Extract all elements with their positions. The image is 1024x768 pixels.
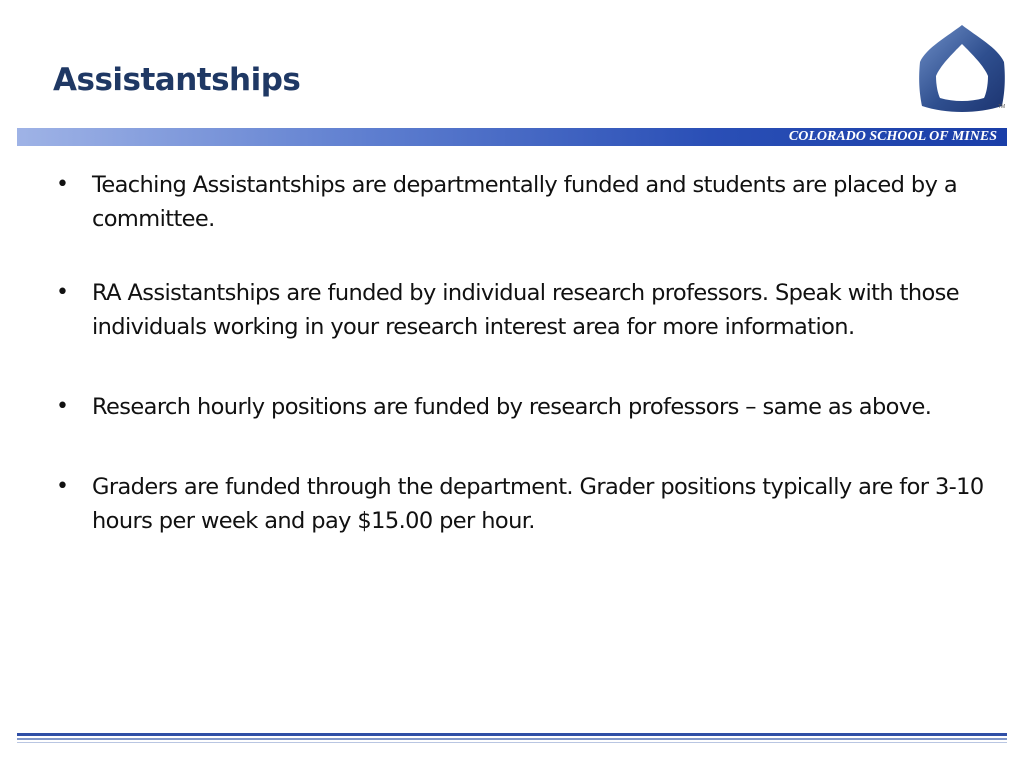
footer-rule	[17, 738, 1007, 740]
bullet-text: Graders are funded through the department. Grader positions typically are for 3-10 hours per week and pay $15.00 per hour.	[92, 474, 984, 534]
bullet-dot: •	[56, 474, 69, 499]
slide-title: Assistantships	[53, 62, 301, 98]
bullet-item	[54, 168, 984, 236]
footer-rule	[17, 742, 1007, 743]
bullet-dot: •	[56, 172, 69, 197]
bullet-text: RA Assistantships are funded by individual research professors. Speak with those individuals working in your research interest area for more information.	[92, 280, 960, 340]
footer-rule	[17, 733, 1007, 736]
bullet-list	[54, 168, 984, 538]
bullet-text: Research hourly positions are funded by research professors – same as above.	[92, 394, 932, 420]
bullet-text: Teaching Assistantships are departmentally funded and students are placed by a committee.	[92, 172, 958, 232]
bullet-item	[54, 390, 984, 424]
bullet-dot: •	[56, 280, 69, 305]
bullet-dot: •	[56, 394, 69, 419]
header-bar	[17, 128, 1007, 146]
bullet-item	[54, 470, 984, 538]
logo-tm: TM	[998, 104, 1006, 110]
school-name-label: COLORADO SCHOOL OF MINES	[788, 129, 997, 144]
bullet-item	[54, 276, 984, 344]
triangle-logo-icon	[918, 22, 1006, 114]
